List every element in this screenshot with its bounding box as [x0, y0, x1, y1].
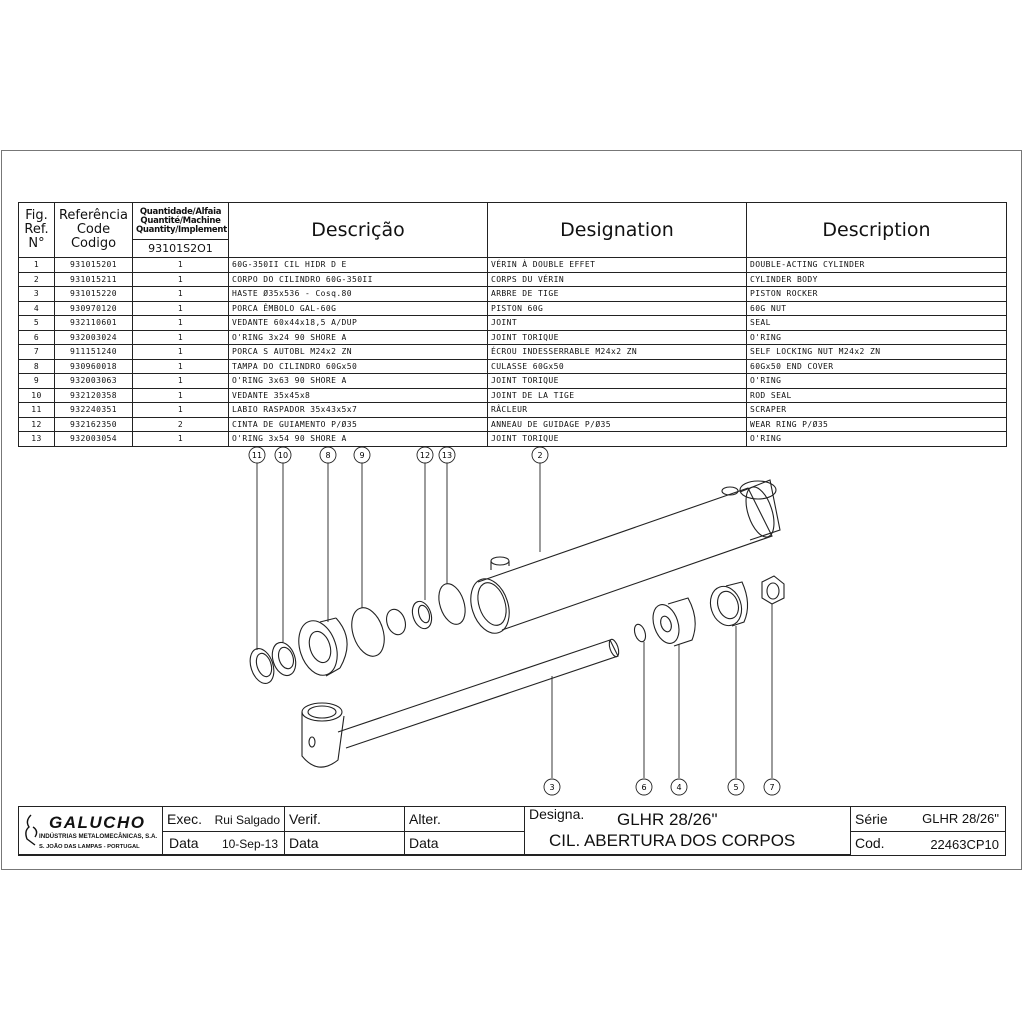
oring-6-part [632, 623, 647, 643]
part-designation: RÂCLEUR [488, 403, 747, 418]
part-descricao: PORCA ÊMBOLO GAL-60G [229, 301, 488, 316]
svg-text:10: 10 [277, 451, 289, 460]
part-code: 932003063 [55, 374, 133, 389]
part-fig-number: 1 [19, 258, 55, 273]
table-row [19, 287, 1007, 302]
exec-value: Rui Salgado [214, 813, 280, 827]
part-quantity: 1 [133, 432, 229, 447]
alter-label: Alter. [409, 811, 441, 827]
part-designation: JOINT [488, 316, 747, 331]
part-fig-number: 2 [19, 272, 55, 287]
part-quantity: 1 [133, 403, 229, 418]
part-designation: JOINT TORIQUE [488, 374, 747, 389]
part-designation: CORPS DU VÉRIN [488, 272, 747, 287]
part-fig-number: 9 [19, 374, 55, 389]
verif-cell [285, 807, 405, 832]
table-row [19, 330, 1007, 345]
part-code: 931015220 [55, 287, 133, 302]
part-descricao: 60G-350II CIL HIDR D E [229, 258, 488, 273]
callout-6 [636, 779, 652, 795]
part-description: ROD SEAL [747, 388, 1007, 403]
part-code: 931015211 [55, 272, 133, 287]
part-designation: VÉRIN À DOUBLE EFFET [488, 258, 747, 273]
seal-part [706, 582, 748, 630]
part-quantity: 1 [133, 374, 229, 389]
designation-model: GLHR 28/26" [617, 810, 718, 829]
part-description: O'RING [747, 374, 1007, 389]
part-fig-number: 7 [19, 345, 55, 360]
callout-11 [249, 447, 265, 463]
part-quantity: 1 [133, 330, 229, 345]
part-designation: PISTON 60G [488, 301, 747, 316]
part-fig-number: 11 [19, 403, 55, 418]
part-designation: JOINT TORIQUE [488, 432, 747, 447]
part-quantity: 1 [133, 287, 229, 302]
part-descricao: O'RING 3x63 90 SHORE A [229, 374, 488, 389]
parts-table [18, 202, 1007, 447]
table-row [19, 359, 1007, 374]
part-fig-number: 4 [19, 301, 55, 316]
nut-part [762, 576, 784, 604]
oring-13-part [434, 580, 470, 627]
part-designation: ANNEAU DE GUIDAGE P/Ø35 [488, 417, 747, 432]
callout-5 [728, 779, 744, 795]
part-quantity: 1 [133, 345, 229, 360]
svg-text:8: 8 [325, 451, 331, 460]
part-fig-number: 10 [19, 388, 55, 403]
cod-cell [851, 832, 1005, 855]
callout-12 [417, 447, 433, 463]
part-description: DOUBLE-ACTING CYLINDER [747, 258, 1007, 273]
designation-name: CIL. ABERTURA DOS CORPOS [549, 831, 796, 850]
part-description: PISTON ROCKER [747, 287, 1007, 302]
cod-value: 22463CP10 [930, 837, 999, 852]
part-quantity: 1 [133, 301, 229, 316]
part-fig-number: 6 [19, 330, 55, 345]
header-quantity-value: 93101S2O1 [133, 240, 229, 258]
svg-text:9: 9 [359, 451, 365, 460]
part-descricao: VEDANTE 60x44x18,5 A/DUP [229, 316, 488, 331]
serie-cell [851, 807, 1005, 832]
table-row [19, 272, 1007, 287]
part-descricao: O'RING 3x24 90 SHORE A [229, 330, 488, 345]
part-fig-number: 3 [19, 287, 55, 302]
rod-seal-part [268, 639, 299, 678]
part-description: O'RING [747, 432, 1007, 447]
part-description: WEAR RING P/Ø35 [747, 417, 1007, 432]
scraper-part [246, 645, 278, 686]
callout-2 [532, 447, 548, 463]
part-descricao: PORCA S AUTOBL M24x2 ZN [229, 345, 488, 360]
svg-text:6: 6 [641, 783, 647, 792]
table-row [19, 388, 1007, 403]
part-descricao: CINTA DE GUIAMENTO P/Ø35 [229, 417, 488, 432]
callout-8 [320, 447, 336, 463]
callout-7 [764, 779, 780, 795]
svg-text:4: 4 [676, 783, 682, 792]
data-cell [163, 832, 285, 855]
part-quantity: 1 [133, 258, 229, 273]
table-row [19, 374, 1007, 389]
part-fig-number: 12 [19, 417, 55, 432]
wear-ring-part [383, 599, 434, 637]
table-row [19, 316, 1007, 331]
part-fig-number: 13 [19, 432, 55, 447]
part-descricao: VEDANTE 35x45x8 [229, 388, 488, 403]
header-description: Description [747, 203, 1007, 258]
verif-label: Verif. [289, 811, 321, 827]
oring-9-part [346, 604, 390, 661]
alter-cell [405, 807, 525, 832]
exec-cell [163, 807, 285, 832]
verif-data-cell [285, 832, 405, 855]
header-fig: Fig. Ref. N° [19, 203, 55, 258]
serie-label: Série [855, 811, 888, 827]
part-code: 930970120 [55, 301, 133, 316]
part-code: 932110601 [55, 316, 133, 331]
part-quantity: 1 [133, 359, 229, 374]
cylinder-body-part [464, 480, 780, 638]
part-code: 930960018 [55, 359, 133, 374]
part-description: CYLINDER BODY [747, 272, 1007, 287]
part-description: SEAL [747, 316, 1007, 331]
svg-text:12: 12 [419, 451, 431, 460]
part-descricao: LABIO RASPADOR 35x43x5x7 [229, 403, 488, 418]
part-quantity: 2 [133, 417, 229, 432]
part-designation: JOINT TORIQUE [488, 330, 747, 345]
callout-4 [671, 779, 687, 795]
exec-label: Exec. [167, 811, 203, 827]
part-code: 932003024 [55, 330, 133, 345]
part-code: 911151240 [55, 345, 133, 360]
part-descricao: O'RING 3x54 90 SHORE A [229, 432, 488, 447]
part-quantity: 1 [133, 388, 229, 403]
svg-text:13: 13 [441, 451, 453, 460]
part-description: 60Gx50 END COVER [747, 359, 1007, 374]
alter-data-cell [405, 832, 525, 855]
part-fig-number: 8 [19, 359, 55, 374]
company-subtitle: INDÚSTRIAS METALOMECÂNICAS, S.A. [39, 833, 158, 840]
header-reference: Referência Code Codigo [55, 203, 133, 258]
part-designation: ÉCROU INDESSERRABLE M24x2 ZN [488, 345, 747, 360]
company-logo-block [19, 807, 163, 855]
part-designation: JOINT DE LA TIGE [488, 388, 747, 403]
title-block [18, 806, 1006, 856]
header-designation: Designation [488, 203, 747, 258]
part-description: O'RING [747, 330, 1007, 345]
part-quantity: 1 [133, 316, 229, 331]
part-quantity: 1 [133, 272, 229, 287]
header-quantity: Quantidade/Alfaia Quantité/Machine Quantity/Implement [133, 203, 229, 240]
company-location: S. JOÃO DAS LAMPAS - PORTUGAL [39, 844, 140, 850]
table-row [19, 403, 1007, 418]
alter-data-label: Data [409, 835, 439, 851]
part-code: 932162350 [55, 417, 133, 432]
data-value: 10-Sep-13 [221, 837, 278, 851]
callout-9 [354, 447, 370, 463]
part-descricao: HASTE Ø35x536 - Cosq.80 [229, 287, 488, 302]
svg-text:7: 7 [769, 783, 775, 792]
company-logo-icon [21, 813, 41, 847]
piston-rod-part [302, 638, 621, 767]
part-designation: CULASSE 60Gx50 [488, 359, 747, 374]
table-row [19, 417, 1007, 432]
part-designation: ARBRE DE TIGE [488, 287, 747, 302]
verif-data-label: Data [289, 835, 319, 851]
table-row [19, 301, 1007, 316]
svg-text:11: 11 [251, 451, 263, 460]
data-label: Data [169, 835, 199, 851]
part-code: 932120358 [55, 388, 133, 403]
part-description: 60G NUT [747, 301, 1007, 316]
company-name: GALUCHO [49, 813, 146, 832]
callout-3 [544, 779, 560, 795]
part-code: 932003054 [55, 432, 133, 447]
part-description: SELF LOCKING NUT M24x2 ZN [747, 345, 1007, 360]
part-description: SCRAPER [747, 403, 1007, 418]
callout-13 [439, 447, 455, 463]
serie-value: GLHR 28/26" [922, 811, 999, 826]
designation-cell [525, 807, 851, 855]
svg-text:5: 5 [733, 783, 739, 792]
exploded-view-drawing [200, 440, 800, 802]
part-descricao: CORPO DO CILINDRO 60G-350II [229, 272, 488, 287]
cod-label: Cod. [855, 835, 885, 851]
end-cover-part [292, 616, 347, 680]
part-code: 932240351 [55, 403, 133, 418]
header-descricao: Descrição [229, 203, 488, 258]
part-code: 931015201 [55, 258, 133, 273]
table-row [19, 345, 1007, 360]
part-fig-number: 5 [19, 316, 55, 331]
table-row [19, 258, 1007, 273]
svg-text:2: 2 [537, 451, 543, 460]
svg-text:3: 3 [549, 783, 555, 792]
designation-label: Designa. [529, 806, 585, 822]
piston-part [648, 598, 695, 647]
callout-10 [275, 447, 291, 463]
part-descricao: TAMPA DO CILINDRO 60Gx50 [229, 359, 488, 374]
